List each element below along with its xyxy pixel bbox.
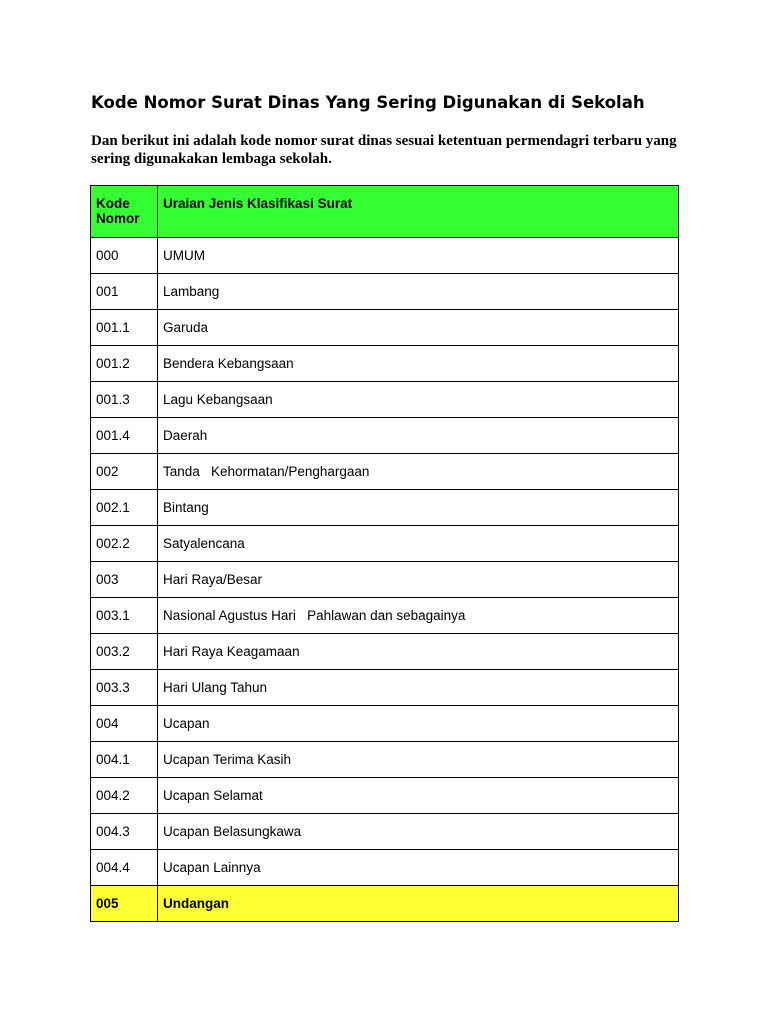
row-description-cell: Lagu Kebangsaan (158, 382, 679, 418)
row-description-cell: Lambang (158, 274, 679, 310)
table-row (91, 562, 679, 598)
table-row (91, 418, 679, 454)
table-row (91, 310, 679, 346)
table-row (91, 814, 679, 850)
table-row (91, 886, 679, 922)
row-description-cell: Ucapan Selamat (158, 778, 679, 814)
row-code-cell: 001.4 (91, 418, 158, 454)
table-body (91, 238, 679, 922)
row-description-cell: Hari Ulang Tahun (158, 670, 679, 706)
table-row (91, 706, 679, 742)
row-code-cell: 001 (91, 274, 158, 310)
table-row (91, 490, 679, 526)
row-description-cell: Ucapan (158, 706, 679, 742)
table-header (91, 186, 679, 238)
row-code-cell: 003.3 (91, 670, 158, 706)
row-description-cell: Hari Raya/Besar (158, 562, 679, 598)
row-description-cell: UMUM (158, 238, 679, 274)
row-code-cell: 004.4 (91, 850, 158, 886)
row-code-cell: 004.2 (91, 778, 158, 814)
table-row (91, 274, 679, 310)
row-code-cell: 003 (91, 562, 158, 598)
row-code-cell: 005 (91, 886, 158, 922)
intro-paragraph: Dan berikut ini adalah kode nomor surat dinas sesuai ketentuan permendagri terbaru yang sering digunakakan lembaga sekolah. (91, 133, 677, 167)
row-description-cell: Ucapan Terima Kasih (158, 742, 679, 778)
classification-table (90, 185, 679, 922)
row-code-cell: 002.2 (91, 526, 158, 562)
row-code-cell: 003.1 (91, 598, 158, 634)
row-code-cell: 000 (91, 238, 158, 274)
table-row (91, 742, 679, 778)
row-code-cell: 001.3 (91, 382, 158, 418)
table-row (91, 850, 679, 886)
row-description-cell: Hari Raya Keagamaan (158, 634, 679, 670)
row-code-cell: 004.3 (91, 814, 158, 850)
row-description-cell: Bintang (158, 490, 679, 526)
row-code-cell: 001.1 (91, 310, 158, 346)
row-code-cell: 004.1 (91, 742, 158, 778)
row-description-cell: Daerah (158, 418, 679, 454)
row-code-cell: 004 (91, 706, 158, 742)
header-code: Kode Nomor (91, 186, 158, 238)
table-row (91, 526, 679, 562)
page-title: Kode Nomor Surat Dinas Yang Sering Digunakan di Sekolah (91, 93, 645, 112)
row-description-cell: Ucapan Belasungkawa (158, 814, 679, 850)
table-row (91, 382, 679, 418)
header-description: Uraian Jenis Klasifikasi Surat (158, 186, 679, 238)
row-code-cell: 002.1 (91, 490, 158, 526)
row-description-cell: Undangan (158, 886, 679, 922)
row-description-cell: Nasional Agustus Hari Pahlawan dan sebagainya (158, 598, 679, 634)
row-description-cell: Bendera Kebangsaan (158, 346, 679, 382)
header-row (91, 186, 679, 238)
table-row (91, 670, 679, 706)
table-row (91, 454, 679, 490)
table-row (91, 238, 679, 274)
row-code-cell: 003.2 (91, 634, 158, 670)
table-row (91, 778, 679, 814)
row-description-cell: Ucapan Lainnya (158, 850, 679, 886)
row-description-cell: Garuda (158, 310, 679, 346)
row-description-cell: Satyalencana (158, 526, 679, 562)
table-row (91, 346, 679, 382)
table-row (91, 598, 679, 634)
table-row (91, 634, 679, 670)
row-code-cell: 002 (91, 454, 158, 490)
row-code-cell: 001.2 (91, 346, 158, 382)
row-description-cell: Tanda Kehormatan/Penghargaan (158, 454, 679, 490)
